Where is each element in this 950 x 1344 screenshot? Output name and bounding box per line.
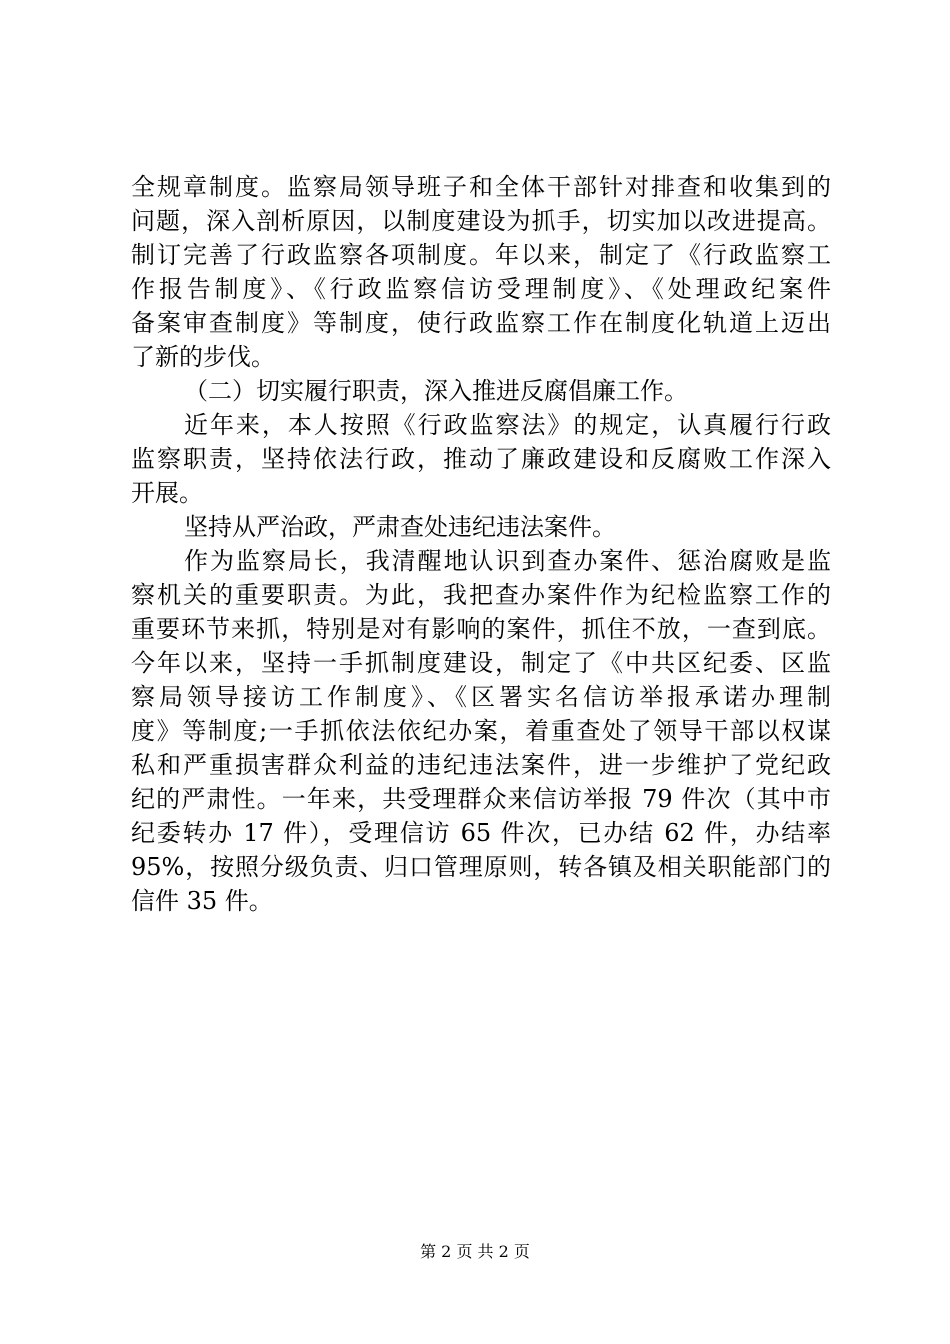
page-footer	[0, 1241, 950, 1263]
section-heading: （二）切实履行职责，深入推进反腐倡廉工作。	[184, 377, 688, 405]
text-line: 备案审查制度》等制度，使行政监察工作在制度化轨道上迈出	[131, 309, 831, 337]
text-line: 察局领导接访工作制度》、《区署实名信访举报承诺办理制	[131, 683, 831, 711]
text-line: 信件 35 件。	[131, 887, 273, 915]
text-line: 纪委转办 17 件），受理信访 65 件次，已办结 62 件，办结率	[131, 819, 831, 847]
text-line: 全规章制度。监察局领导班子和全体干部针对排查和收集到的	[131, 173, 831, 201]
text-line: 私和严重损害群众利益的违纪违法案件，进一步维护了党纪政	[131, 751, 831, 779]
subsection-heading: 坚持从严治政，严肃查处违纪违法案件。	[184, 513, 616, 541]
text-line: 纪的严肃性。一年来，共受理群众来信访举报 79 件次（其中市	[131, 785, 831, 813]
text-line: 今年以来，坚持一手抓制度建设，制定了《中共区纪委、区监	[131, 649, 831, 677]
text-line: 察机关的重要职责。为此，我把查办案件作为纪检监察工作的	[131, 581, 831, 609]
text-line: 近年来，本人按照《行政监察法》的规定，认真履行行政	[184, 411, 831, 439]
text-line: 作为监察局长，我清醒地认识到查办案件、惩治腐败是监	[184, 547, 831, 575]
document-body	[131, 170, 831, 918]
text-line: 作报告制度》、《行政监察信访受理制度》、《处理政纪案件	[131, 275, 831, 303]
text-line: 重要环节来抓，特别是对有影响的案件，抓住不放，一查到底。	[131, 615, 831, 643]
text-line: 开展。	[131, 479, 203, 507]
text-line: 问题，深入剖析原因，以制度建设为抓手，切实加以改进提高。	[131, 207, 831, 235]
text-line: 95%，按照分级负责、归口管理原则，转各镇及相关职能部门的	[131, 853, 831, 881]
text-line: 监察职责，坚持依法行政，推动了廉政建设和反腐败工作深入	[131, 445, 831, 473]
text-line: 度》等制度;一手抓依法依纪办案，着重查处了领导干部以权谋	[131, 717, 831, 745]
text-line: 制订完善了行政监察各项制度。年以来，制定了《行政监察工	[131, 241, 831, 269]
page-number: 第 2 页 共 2 页	[420, 1242, 530, 1261]
text-line: 了新的步伐。	[131, 343, 275, 371]
